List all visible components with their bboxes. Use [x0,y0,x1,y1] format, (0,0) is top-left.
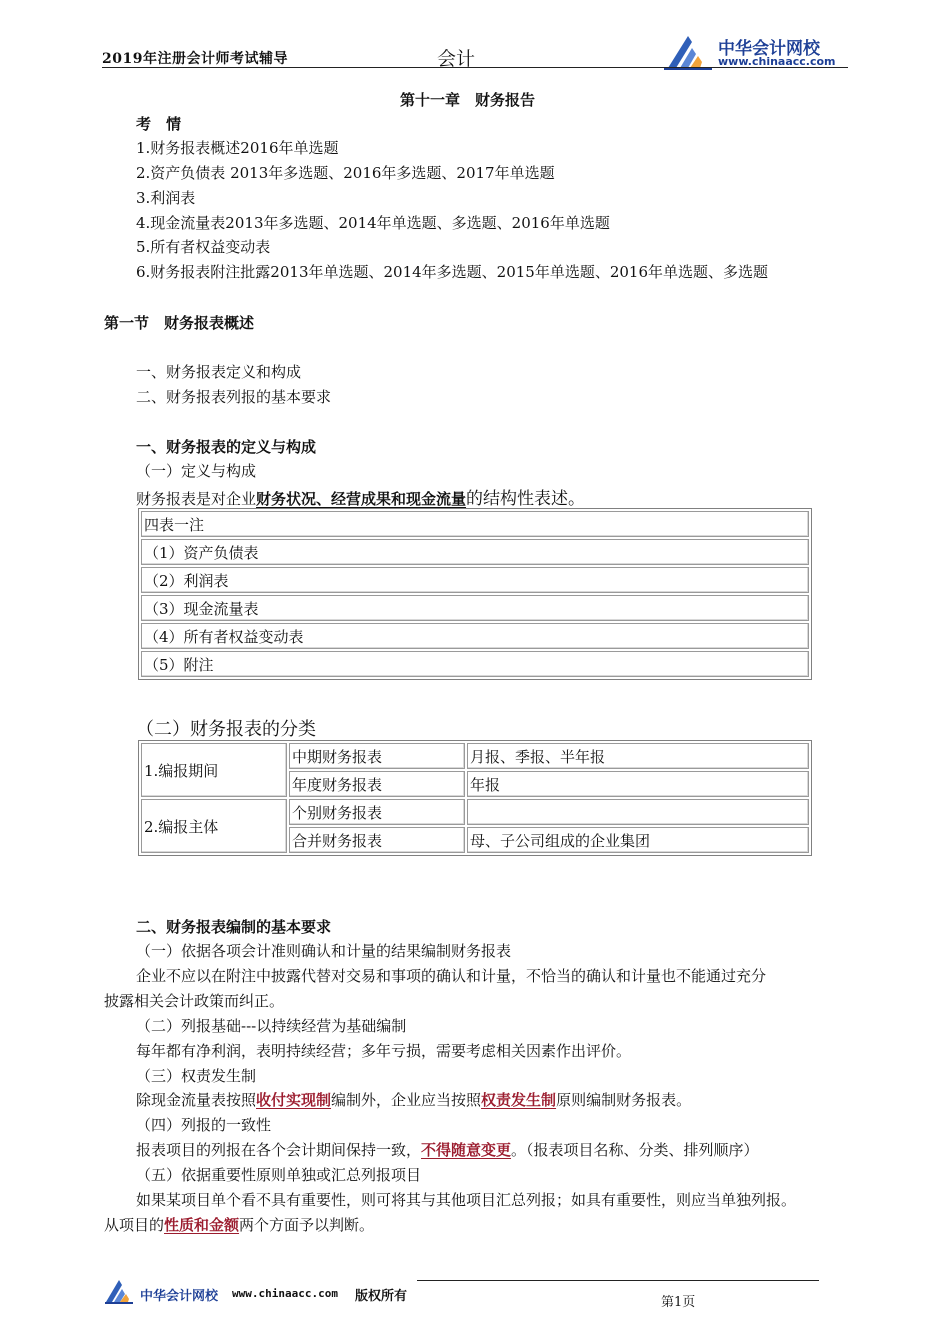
footer-logo-icon [104,1278,134,1304]
footer-rights: 版权所有 [355,1289,408,1304]
p5-text: 两个方面予以判断。 [239,1216,375,1234]
definition-line [136,484,585,509]
chapter-title: 第十一章 财务报告 [400,91,536,109]
p4-text: 报表项目的列报在各个会计期间保持一致， [136,1141,422,1159]
p4-body [136,1139,759,1160]
header-course-title: 2019年注册会计师考试辅导 [102,51,288,67]
exam-item: 2.资产负债表 2013年多选题、2016年多选题、2017年单选题 [136,164,555,182]
individual-desc [467,799,809,825]
p5-title: （五）依据重要性原则单独或汇总列报项目 [136,1166,422,1184]
part1-sub1: （一）定义与构成 [136,462,257,480]
logo-brand-name: 中华会计网校 [718,39,820,59]
chinaacc-logo-icon [662,34,714,70]
outline-item: 一、财务报表定义和构成 [136,363,302,381]
definition-emphasis: 财务状况、经营成果和现金流量 [256,490,467,508]
part1-sub2: （二）财务报表的分类 [136,719,316,740]
classification-table [138,740,812,856]
section-title: 第一节 财务报表概述 [104,314,255,332]
p5-body: 如果某项目单个看不具有重要性，则可将其与其他项目汇总列报；如具有重要性，则应当单独列报。 [136,1191,797,1209]
header-subject: 会计 [437,48,476,70]
p1-body: 披露相关会计政策而纠正。 [104,992,285,1010]
p5-text: 从项目的 [104,1216,165,1234]
exam-item: 6.财务报表附注批露2013年单选题、2014年多选题、2015年单选题、2016年单选题、多选题 [136,263,769,281]
composition-table [138,508,812,680]
p4-title: （四）列报的一致性 [136,1116,272,1134]
consolidated-desc: 母、子公司组成的企业集团 [467,827,809,853]
exam-item: 4.现金流量表2013年多选题、2014年单选题、多选题、2016年单选题 [136,214,610,232]
p4-text: 。（报表项目名称、分类、排列顺序） [511,1141,759,1159]
part1-heading: 一、财务报表的定义与构成 [136,438,317,456]
annual-desc: 年报 [467,771,809,797]
footer-url: www.chinaacc.com [232,1287,338,1300]
interim-desc: 月报、季报、半年报 [467,743,809,769]
p3-title: （三）权责发生制 [136,1067,257,1085]
logo-url: www.chinaacc.com [718,55,836,68]
period-label: 1.编报期间 [141,743,287,797]
p1-title: （一）依据各项会计准则确认和计量的结果编制财务报表 [136,942,512,960]
exam-item: 1.财务报表概述2016年单选题 [136,139,339,157]
p1-body: 企业不应以在附注中披露代替对交易和事项的确认和计量，不恰当的确认和计量也不能通过充分 [136,967,767,985]
exam-item: 5.所有者权益变动表 [136,238,271,256]
composition-row: （2）利润表 [141,567,809,593]
p3-text: 编制外，企业应当按照 [331,1091,482,1109]
definition-prefix: 财务报表是对企业 [136,490,257,508]
definition-suffix: 的结构性表述。 [466,489,586,509]
p3-body [136,1089,691,1110]
p3-text: 原则编制财务报表。 [556,1091,692,1109]
page-number: 第1页 [661,1295,696,1310]
cash-basis-emphasis: 收付实现制 [256,1091,332,1109]
composition-header: 四表一注 [141,511,809,537]
no-arbitrary-change-emphasis: 不得随意变更 [421,1141,512,1159]
composition-row: （4）所有者权益变动表 [141,623,809,649]
composition-row: （1）资产负债表 [141,539,809,565]
footer-divider [417,1280,819,1281]
outline-item: 二、财务报表列报的基本要求 [136,388,332,406]
consolidated-report: 合并财务报表 [289,827,465,853]
nature-amount-emphasis: 性质和金额 [164,1216,240,1234]
p5-body [104,1214,374,1235]
annual-report: 年度财务报表 [289,771,465,797]
p3-text: 除现金流量表按照 [136,1091,257,1109]
part2-heading: 二、财务报表编制的基本要求 [136,918,332,936]
footer-brand: 中华会计网校 [140,1289,219,1304]
p2-title: （二）列报基础---以持续经营为基础编制 [136,1017,407,1035]
exam-heading: 考 情 [136,115,182,133]
individual-report: 个别财务报表 [289,799,465,825]
interim-report: 中期财务报表 [289,743,465,769]
header-divider [102,67,848,68]
composition-row: （3）现金流量表 [141,595,809,621]
p2-body: 每年都有净利润，表明持续经营；多年亏损，需要考虑相关因素作出评价。 [136,1042,632,1060]
composition-row: （5）附注 [141,651,809,677]
entity-label: 2.编报主体 [141,799,287,853]
accrual-basis-emphasis: 权责发生制 [481,1091,557,1109]
exam-item: 3.利润表 [136,189,196,207]
